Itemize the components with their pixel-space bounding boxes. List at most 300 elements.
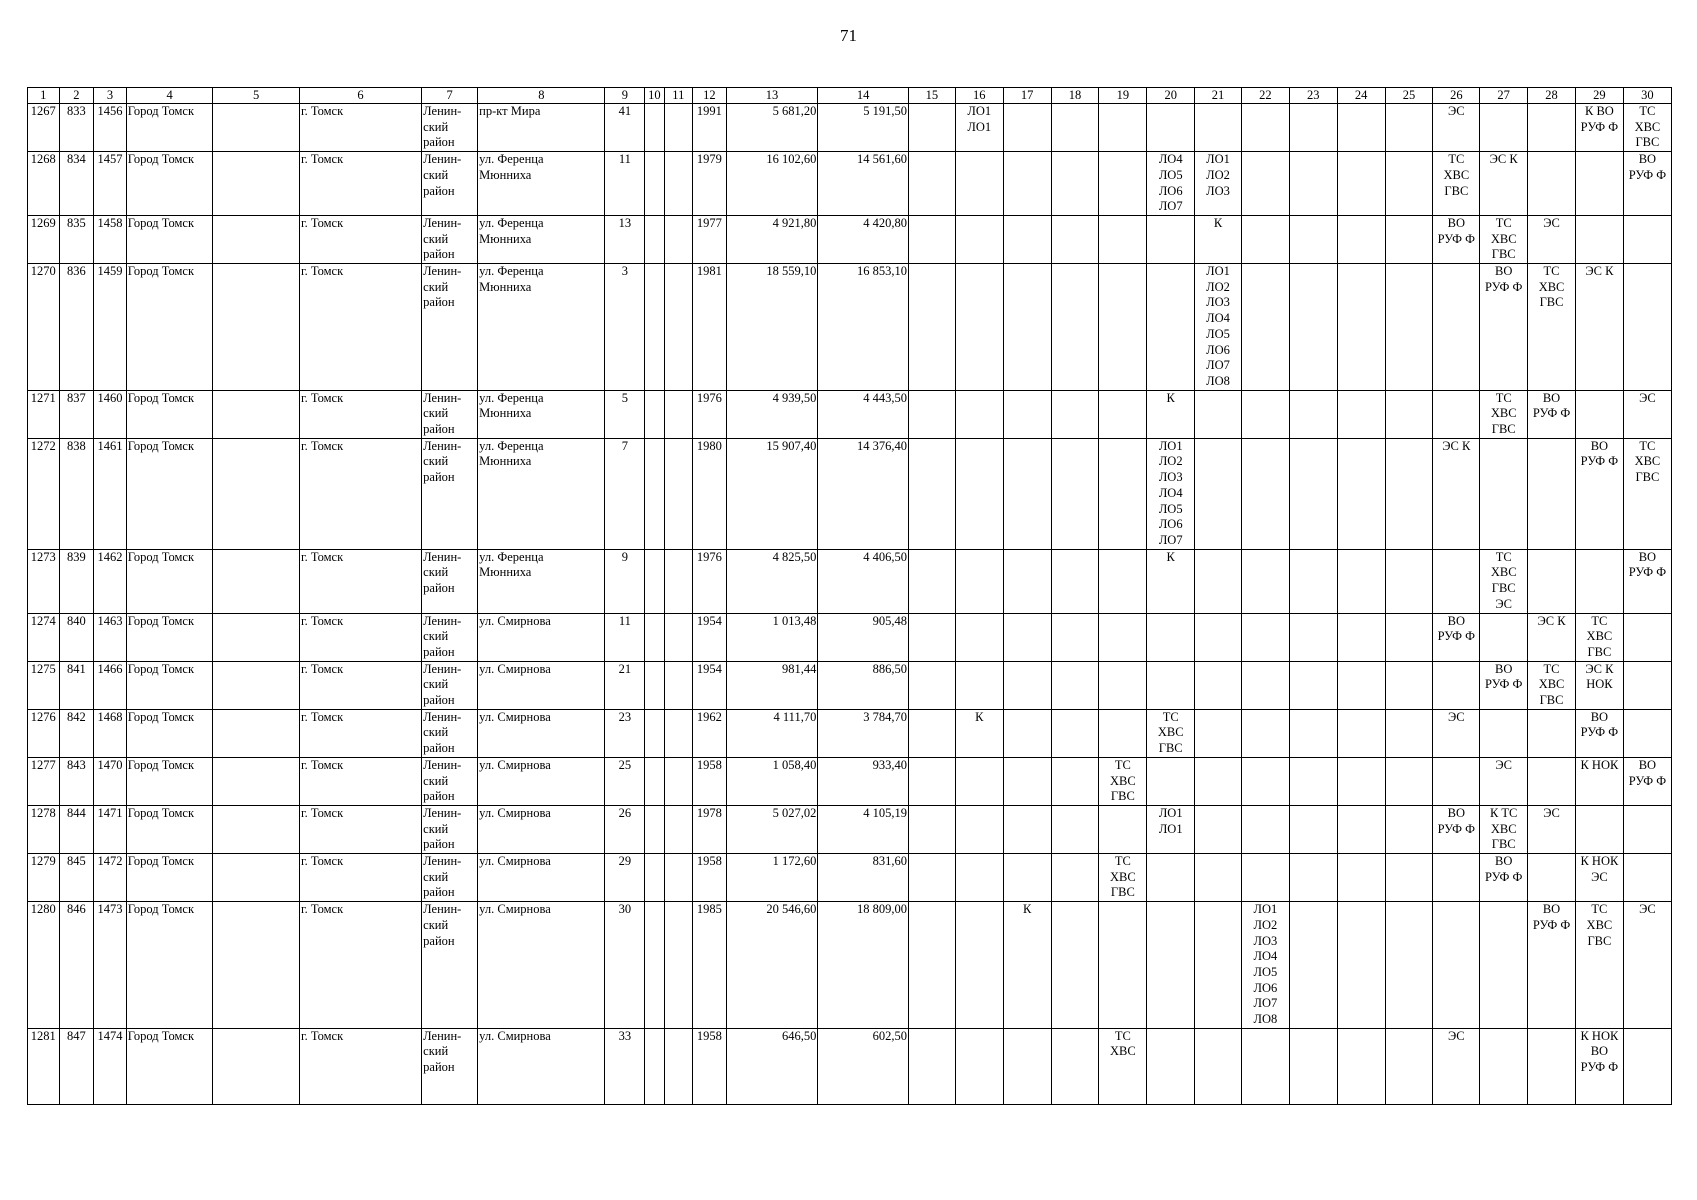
cell-col-28 (1528, 549, 1576, 613)
cell-col-27 (1480, 104, 1528, 152)
cell-col-14: 886,50 (818, 661, 909, 709)
cell-col-18 (1051, 152, 1099, 216)
cell-col-10 (645, 390, 664, 438)
cell-col-8: ул. Смирнова (478, 757, 605, 805)
cell-col-24 (1337, 854, 1385, 902)
page-number: 71 (840, 26, 857, 45)
cell-col-18 (1051, 854, 1099, 902)
cell-col-9: 30 (605, 902, 645, 1029)
cell-col-14: 831,60 (818, 854, 909, 902)
cell-col-6: г. Томск (299, 1028, 421, 1104)
cell-col-11 (664, 104, 693, 152)
cell-col-4: Город Томск (126, 757, 213, 805)
cell-col-20 (1147, 215, 1195, 263)
cell-col-22 (1241, 264, 1289, 391)
cell-col-21 (1195, 661, 1242, 709)
cell-col-9: 21 (605, 661, 645, 709)
cell-col-6: г. Томск (299, 104, 421, 152)
cell-col-24 (1337, 264, 1385, 391)
cell-col-19 (1099, 709, 1147, 757)
cell-col-1: 1274 (28, 613, 60, 661)
cell-col-25 (1385, 613, 1433, 661)
cell-col-24 (1337, 757, 1385, 805)
cell-col-4: Город Томск (126, 215, 213, 263)
cell-col-7: Ленин- ский район (422, 215, 478, 263)
column-header-21: 21 (1195, 88, 1242, 104)
cell-col-6: г. Томск (299, 390, 421, 438)
cell-col-22 (1241, 854, 1289, 902)
cell-col-26 (1433, 549, 1480, 613)
cell-col-13: 4 825,50 (726, 549, 818, 613)
cell-col-5 (213, 264, 300, 391)
cell-col-28: ВО РУФ Ф (1528, 902, 1576, 1029)
cell-col-10 (645, 709, 664, 757)
cell-col-27 (1480, 902, 1528, 1029)
cell-col-21: К (1195, 215, 1242, 263)
cell-col-17 (1003, 757, 1051, 805)
cell-col-30 (1623, 661, 1671, 709)
cell-col-26 (1433, 854, 1480, 902)
cell-col-22 (1241, 757, 1289, 805)
cell-col-2: 839 (59, 549, 94, 613)
cell-col-16 (955, 854, 1003, 902)
cell-col-29 (1575, 215, 1623, 263)
cell-col-16 (955, 757, 1003, 805)
cell-col-6: г. Томск (299, 215, 421, 263)
cell-col-24 (1337, 613, 1385, 661)
cell-col-29 (1575, 549, 1623, 613)
cell-col-13: 4 921,80 (726, 215, 818, 263)
cell-col-1: 1273 (28, 549, 60, 613)
table-row (28, 104, 1672, 152)
cell-col-13: 1 013,48 (726, 613, 818, 661)
cell-col-8: ул. Ференца Мюнниха (478, 438, 605, 549)
cell-col-17 (1003, 805, 1051, 853)
cell-col-11 (664, 854, 693, 902)
column-header-14: 14 (818, 88, 909, 104)
cell-col-10 (645, 757, 664, 805)
column-header-30: 30 (1623, 88, 1671, 104)
cell-col-30 (1623, 854, 1671, 902)
cell-col-20: ЛО1 ЛО2 ЛО3 ЛО4 ЛО5 ЛО6 ЛО7 (1147, 438, 1195, 549)
cell-col-16 (955, 661, 1003, 709)
cell-col-8: пр-кт Мира (478, 104, 605, 152)
cell-col-17 (1003, 613, 1051, 661)
column-header-16: 16 (955, 88, 1003, 104)
cell-col-2: 846 (59, 902, 94, 1029)
cell-col-30 (1623, 264, 1671, 391)
cell-col-27 (1480, 1028, 1528, 1104)
cell-col-22 (1241, 805, 1289, 853)
cell-col-30: ЭС (1623, 902, 1671, 1029)
cell-col-11 (664, 264, 693, 391)
cell-col-20 (1147, 104, 1195, 152)
cell-col-13: 4 939,50 (726, 390, 818, 438)
cell-col-14: 18 809,00 (818, 902, 909, 1029)
cell-col-9: 13 (605, 215, 645, 263)
cell-col-25 (1385, 902, 1433, 1029)
cell-col-9: 3 (605, 264, 645, 391)
cell-col-15 (908, 549, 955, 613)
cell-col-23 (1289, 902, 1337, 1029)
cell-col-2: 842 (59, 709, 94, 757)
cell-col-9: 9 (605, 549, 645, 613)
cell-col-7: Ленин- ский район (422, 709, 478, 757)
cell-col-21 (1195, 805, 1242, 853)
cell-col-11 (664, 613, 693, 661)
cell-col-28: ЭС К (1528, 613, 1576, 661)
cell-col-26: ЭС К (1433, 438, 1480, 549)
cell-col-19: ТС ХВС (1099, 1028, 1147, 1104)
cell-col-3: 1457 (94, 152, 127, 216)
cell-col-21 (1195, 390, 1242, 438)
cell-col-12: 1981 (693, 264, 727, 391)
cell-col-19 (1099, 215, 1147, 263)
cell-col-14: 602,50 (818, 1028, 909, 1104)
cell-col-20: ТС ХВС ГВС (1147, 709, 1195, 757)
column-header-25: 25 (1385, 88, 1433, 104)
column-header-10: 10 (645, 88, 664, 104)
cell-col-16 (955, 902, 1003, 1029)
cell-col-4: Город Томск (126, 104, 213, 152)
cell-col-28 (1528, 709, 1576, 757)
cell-col-7: Ленин- ский район (422, 390, 478, 438)
cell-col-4: Город Томск (126, 1028, 213, 1104)
cell-col-23 (1289, 854, 1337, 902)
cell-col-7: Ленин- ский район (422, 1028, 478, 1104)
cell-col-5 (213, 390, 300, 438)
table-row (28, 854, 1672, 902)
cell-col-11 (664, 549, 693, 613)
housing-register-table (27, 87, 1672, 1105)
cell-col-18 (1051, 215, 1099, 263)
cell-col-14: 4 406,50 (818, 549, 909, 613)
cell-col-2: 837 (59, 390, 94, 438)
cell-col-8: ул. Ференца Мюнниха (478, 549, 605, 613)
cell-col-15 (908, 390, 955, 438)
cell-col-3: 1462 (94, 549, 127, 613)
table-row (28, 152, 1672, 216)
cell-col-22: ЛО1 ЛО2 ЛО3 ЛО4 ЛО5 ЛО6 ЛО7 ЛО8 (1241, 902, 1289, 1029)
cell-col-9: 25 (605, 757, 645, 805)
cell-col-4: Город Томск (126, 805, 213, 853)
cell-col-12: 1976 (693, 549, 727, 613)
cell-col-29: К НОК ВО РУФ Ф (1575, 1028, 1623, 1104)
cell-col-14: 4 420,80 (818, 215, 909, 263)
cell-col-20 (1147, 613, 1195, 661)
cell-col-20: К (1147, 549, 1195, 613)
cell-col-13: 4 111,70 (726, 709, 818, 757)
cell-col-10 (645, 264, 664, 391)
column-header-8: 8 (478, 88, 605, 104)
cell-col-24 (1337, 661, 1385, 709)
cell-col-25 (1385, 757, 1433, 805)
cell-col-7: Ленин- ский район (422, 854, 478, 902)
cell-col-3: 1463 (94, 613, 127, 661)
cell-col-16 (955, 215, 1003, 263)
cell-col-23 (1289, 1028, 1337, 1104)
cell-col-7: Ленин- ский район (422, 805, 478, 853)
cell-col-16 (955, 438, 1003, 549)
cell-col-1: 1270 (28, 264, 60, 391)
cell-col-13: 16 102,60 (726, 152, 818, 216)
cell-col-22 (1241, 390, 1289, 438)
cell-col-15 (908, 613, 955, 661)
cell-col-29: К ВО РУФ Ф (1575, 104, 1623, 152)
cell-col-19 (1099, 661, 1147, 709)
table-row (28, 613, 1672, 661)
cell-col-30 (1623, 1028, 1671, 1104)
cell-col-18 (1051, 613, 1099, 661)
cell-col-30: ВО РУФ Ф (1623, 152, 1671, 216)
cell-col-19 (1099, 549, 1147, 613)
cell-col-13: 981,44 (726, 661, 818, 709)
cell-col-3: 1460 (94, 390, 127, 438)
table-row (28, 661, 1672, 709)
cell-col-20 (1147, 661, 1195, 709)
cell-col-15 (908, 709, 955, 757)
cell-col-30: ВО РУФ Ф (1623, 549, 1671, 613)
column-header-19: 19 (1099, 88, 1147, 104)
cell-col-12: 1958 (693, 757, 727, 805)
cell-col-30 (1623, 215, 1671, 263)
cell-col-23 (1289, 215, 1337, 263)
cell-col-16: ЛО1 ЛО1 (955, 104, 1003, 152)
cell-col-20 (1147, 757, 1195, 805)
cell-col-20 (1147, 854, 1195, 902)
cell-col-5 (213, 805, 300, 853)
cell-col-24 (1337, 902, 1385, 1029)
cell-col-9: 26 (605, 805, 645, 853)
cell-col-21 (1195, 854, 1242, 902)
cell-col-26 (1433, 264, 1480, 391)
cell-col-7: Ленин- ский район (422, 104, 478, 152)
cell-col-8: ул. Смирнова (478, 805, 605, 853)
cell-col-17 (1003, 1028, 1051, 1104)
cell-col-16 (955, 1028, 1003, 1104)
cell-col-8: ул. Ференца Мюнниха (478, 215, 605, 263)
cell-col-12: 1976 (693, 390, 727, 438)
cell-col-12: 1954 (693, 661, 727, 709)
cell-col-26: ЭС (1433, 1028, 1480, 1104)
cell-col-24 (1337, 805, 1385, 853)
cell-col-26: ЭС (1433, 104, 1480, 152)
cell-col-29: ВО РУФ Ф (1575, 709, 1623, 757)
cell-col-27: ВО РУФ Ф (1480, 854, 1528, 902)
cell-col-7: Ленин- ский район (422, 438, 478, 549)
cell-col-6: г. Томск (299, 661, 421, 709)
column-header-18: 18 (1051, 88, 1099, 104)
cell-col-1: 1277 (28, 757, 60, 805)
cell-col-21 (1195, 613, 1242, 661)
cell-col-21 (1195, 549, 1242, 613)
cell-col-12: 1962 (693, 709, 727, 757)
cell-col-10 (645, 854, 664, 902)
column-header-6: 6 (299, 88, 421, 104)
cell-col-10 (645, 104, 664, 152)
column-header-3: 3 (94, 88, 127, 104)
cell-col-27: К ТС ХВС ГВС (1480, 805, 1528, 853)
cell-col-25 (1385, 549, 1433, 613)
cell-col-26: ТС ХВС ГВС (1433, 152, 1480, 216)
cell-col-20 (1147, 902, 1195, 1029)
column-header-1: 1 (28, 88, 60, 104)
cell-col-7: Ленин- ский район (422, 549, 478, 613)
cell-col-30: ЭС (1623, 390, 1671, 438)
cell-col-2: 834 (59, 152, 94, 216)
cell-col-21: ЛО1 ЛО2 ЛО3 (1195, 152, 1242, 216)
cell-col-5 (213, 438, 300, 549)
cell-col-22 (1241, 661, 1289, 709)
cell-col-26: ВО РУФ Ф (1433, 613, 1480, 661)
cell-col-19 (1099, 613, 1147, 661)
cell-col-16 (955, 390, 1003, 438)
cell-col-17 (1003, 438, 1051, 549)
cell-col-6: г. Томск (299, 709, 421, 757)
column-header-9: 9 (605, 88, 645, 104)
cell-col-14: 14 561,60 (818, 152, 909, 216)
table-row (28, 757, 1672, 805)
cell-col-10 (645, 805, 664, 853)
cell-col-23 (1289, 390, 1337, 438)
cell-col-17 (1003, 390, 1051, 438)
cell-col-7: Ленин- ский район (422, 757, 478, 805)
cell-col-8: ул. Смирнова (478, 902, 605, 1029)
cell-col-12: 1954 (693, 613, 727, 661)
table-row (28, 438, 1672, 549)
table-row (28, 264, 1672, 391)
cell-col-19 (1099, 805, 1147, 853)
cell-col-13: 5 027,02 (726, 805, 818, 853)
cell-col-19: ТС ХВС ГВС (1099, 757, 1147, 805)
cell-col-28 (1528, 757, 1576, 805)
cell-col-8: ул. Ференца Мюнниха (478, 390, 605, 438)
cell-col-20: ЛО1 ЛО1 (1147, 805, 1195, 853)
cell-col-13: 5 681,20 (726, 104, 818, 152)
column-header-4: 4 (126, 88, 213, 104)
cell-col-6: г. Томск (299, 264, 421, 391)
cell-col-14: 905,48 (818, 613, 909, 661)
cell-col-17 (1003, 104, 1051, 152)
cell-col-5 (213, 854, 300, 902)
cell-col-12: 1980 (693, 438, 727, 549)
cell-col-2: 843 (59, 757, 94, 805)
cell-col-17 (1003, 549, 1051, 613)
cell-col-6: г. Томск (299, 613, 421, 661)
cell-col-13: 1 172,60 (726, 854, 818, 902)
cell-col-1: 1276 (28, 709, 60, 757)
cell-col-2: 838 (59, 438, 94, 549)
cell-col-27 (1480, 709, 1528, 757)
table-row (28, 390, 1672, 438)
cell-col-25 (1385, 661, 1433, 709)
cell-col-6: г. Томск (299, 549, 421, 613)
cell-col-17 (1003, 709, 1051, 757)
cell-col-1: 1267 (28, 104, 60, 152)
cell-col-4: Город Томск (126, 613, 213, 661)
cell-col-4: Город Томск (126, 709, 213, 757)
cell-col-5 (213, 1028, 300, 1104)
cell-col-28 (1528, 438, 1576, 549)
cell-col-10 (645, 215, 664, 263)
cell-col-8: ул. Ференца Мюнниха (478, 152, 605, 216)
cell-col-17 (1003, 264, 1051, 391)
cell-col-12: 1991 (693, 104, 727, 152)
cell-col-26: ВО РУФ Ф (1433, 805, 1480, 853)
column-header-24: 24 (1337, 88, 1385, 104)
column-header-5: 5 (213, 88, 300, 104)
cell-col-2: 833 (59, 104, 94, 152)
cell-col-12: 1958 (693, 854, 727, 902)
cell-col-7: Ленин- ский район (422, 152, 478, 216)
cell-col-12: 1985 (693, 902, 727, 1029)
cell-col-23 (1289, 438, 1337, 549)
column-header-11: 11 (664, 88, 693, 104)
table-row (28, 902, 1672, 1029)
cell-col-18 (1051, 264, 1099, 391)
table-row (28, 1028, 1672, 1104)
cell-col-7: Ленин- ский район (422, 264, 478, 391)
cell-col-4: Город Томск (126, 152, 213, 216)
cell-col-1: 1281 (28, 1028, 60, 1104)
cell-col-24 (1337, 152, 1385, 216)
cell-col-25 (1385, 854, 1433, 902)
cell-col-13: 15 907,40 (726, 438, 818, 549)
cell-col-16 (955, 613, 1003, 661)
cell-col-4: Город Томск (126, 264, 213, 391)
cell-col-26 (1433, 661, 1480, 709)
cell-col-25 (1385, 390, 1433, 438)
cell-col-14: 4 443,50 (818, 390, 909, 438)
cell-col-2: 836 (59, 264, 94, 391)
cell-col-8: ул. Смирнова (478, 709, 605, 757)
cell-col-11 (664, 438, 693, 549)
cell-col-5 (213, 709, 300, 757)
cell-col-15 (908, 152, 955, 216)
cell-col-6: г. Томск (299, 438, 421, 549)
column-header-15: 15 (908, 88, 955, 104)
cell-col-16 (955, 152, 1003, 216)
cell-col-4: Город Томск (126, 438, 213, 549)
cell-col-23 (1289, 661, 1337, 709)
cell-col-15 (908, 902, 955, 1029)
cell-col-9: 41 (605, 104, 645, 152)
cell-col-8: ул. Смирнова (478, 661, 605, 709)
cell-col-18 (1051, 661, 1099, 709)
cell-col-23 (1289, 757, 1337, 805)
cell-col-13: 646,50 (726, 1028, 818, 1104)
cell-col-21: ЛО1 ЛО2 ЛО3 ЛО4 ЛО5 ЛО6 ЛО7 ЛО8 (1195, 264, 1242, 391)
cell-col-30: ТС ХВС ГВС (1623, 104, 1671, 152)
cell-col-24 (1337, 104, 1385, 152)
cell-col-7: Ленин- ский район (422, 613, 478, 661)
cell-col-27 (1480, 438, 1528, 549)
cell-col-24 (1337, 390, 1385, 438)
cell-col-5 (213, 104, 300, 152)
column-header-26: 26 (1433, 88, 1480, 104)
cell-col-24 (1337, 549, 1385, 613)
cell-col-14: 14 376,40 (818, 438, 909, 549)
cell-col-14: 933,40 (818, 757, 909, 805)
cell-col-1: 1269 (28, 215, 60, 263)
cell-col-13: 18 559,10 (726, 264, 818, 391)
cell-col-19 (1099, 152, 1147, 216)
cell-col-19: ТС ХВС ГВС (1099, 854, 1147, 902)
cell-col-28: ВО РУФ Ф (1528, 390, 1576, 438)
column-header-17: 17 (1003, 88, 1051, 104)
cell-col-1: 1271 (28, 390, 60, 438)
cell-col-3: 1470 (94, 757, 127, 805)
